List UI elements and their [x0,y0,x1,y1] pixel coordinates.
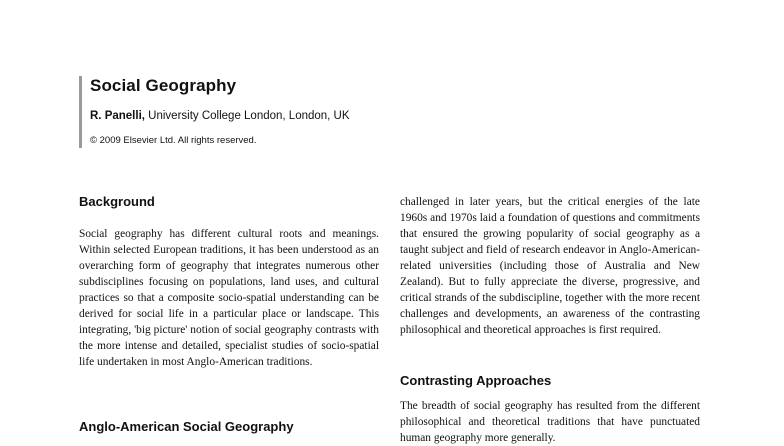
background-paragraph: Social geography has different cultural roots and meanings. Within selected European traditions, it has been understood as an overarching form of geography that integrates numerous other subdisciplines focusing on populations, land uses, and cultural practices so that a composite socio-spatial understanding can be derived for social life in a particular place or landscape. This integrating, 'big picture' notion of social geography contrasts with the more intense and detailed, specialist studies of socio-spatial life undertaken in most Anglo-American traditions. [79,228,379,368]
author-affiliation: University College London, London, UK [144,110,350,122]
contrasting-paragraph: The breadth of social geography has resulted from the different philosophical and theoretical traditions that have punctuated human geography more generally. [400,400,700,444]
continuation-paragraph: challenged in later years, but the critical energies of the late 1960s and 1970s laid a foundation of questions and commitments that ensured the growing popularity of social geography as a taught subject and field of research endeavor in Anglo-American-related universities (including those of Australia and New Zealand). But to fully appreciate the diverse, progressive, and critical strands of the subdiscipline, together with the more recent challenges and developments, an awareness of the contrasting philosophical and theoretical approaches is first required. [400,196,700,336]
author-line [90,110,350,122]
header-rule [79,76,82,148]
author-name: R. Panelli, [90,110,145,122]
article-title: Social Geography [90,76,237,95]
contrasting-approaches-heading: Contrasting Approaches [400,373,552,388]
copyright-notice: © 2009 Elsevier Ltd. All rights reserved. [90,135,257,146]
anglo-american-heading: Anglo-American Social Geography [79,419,294,434]
background-heading: Background [79,194,155,209]
